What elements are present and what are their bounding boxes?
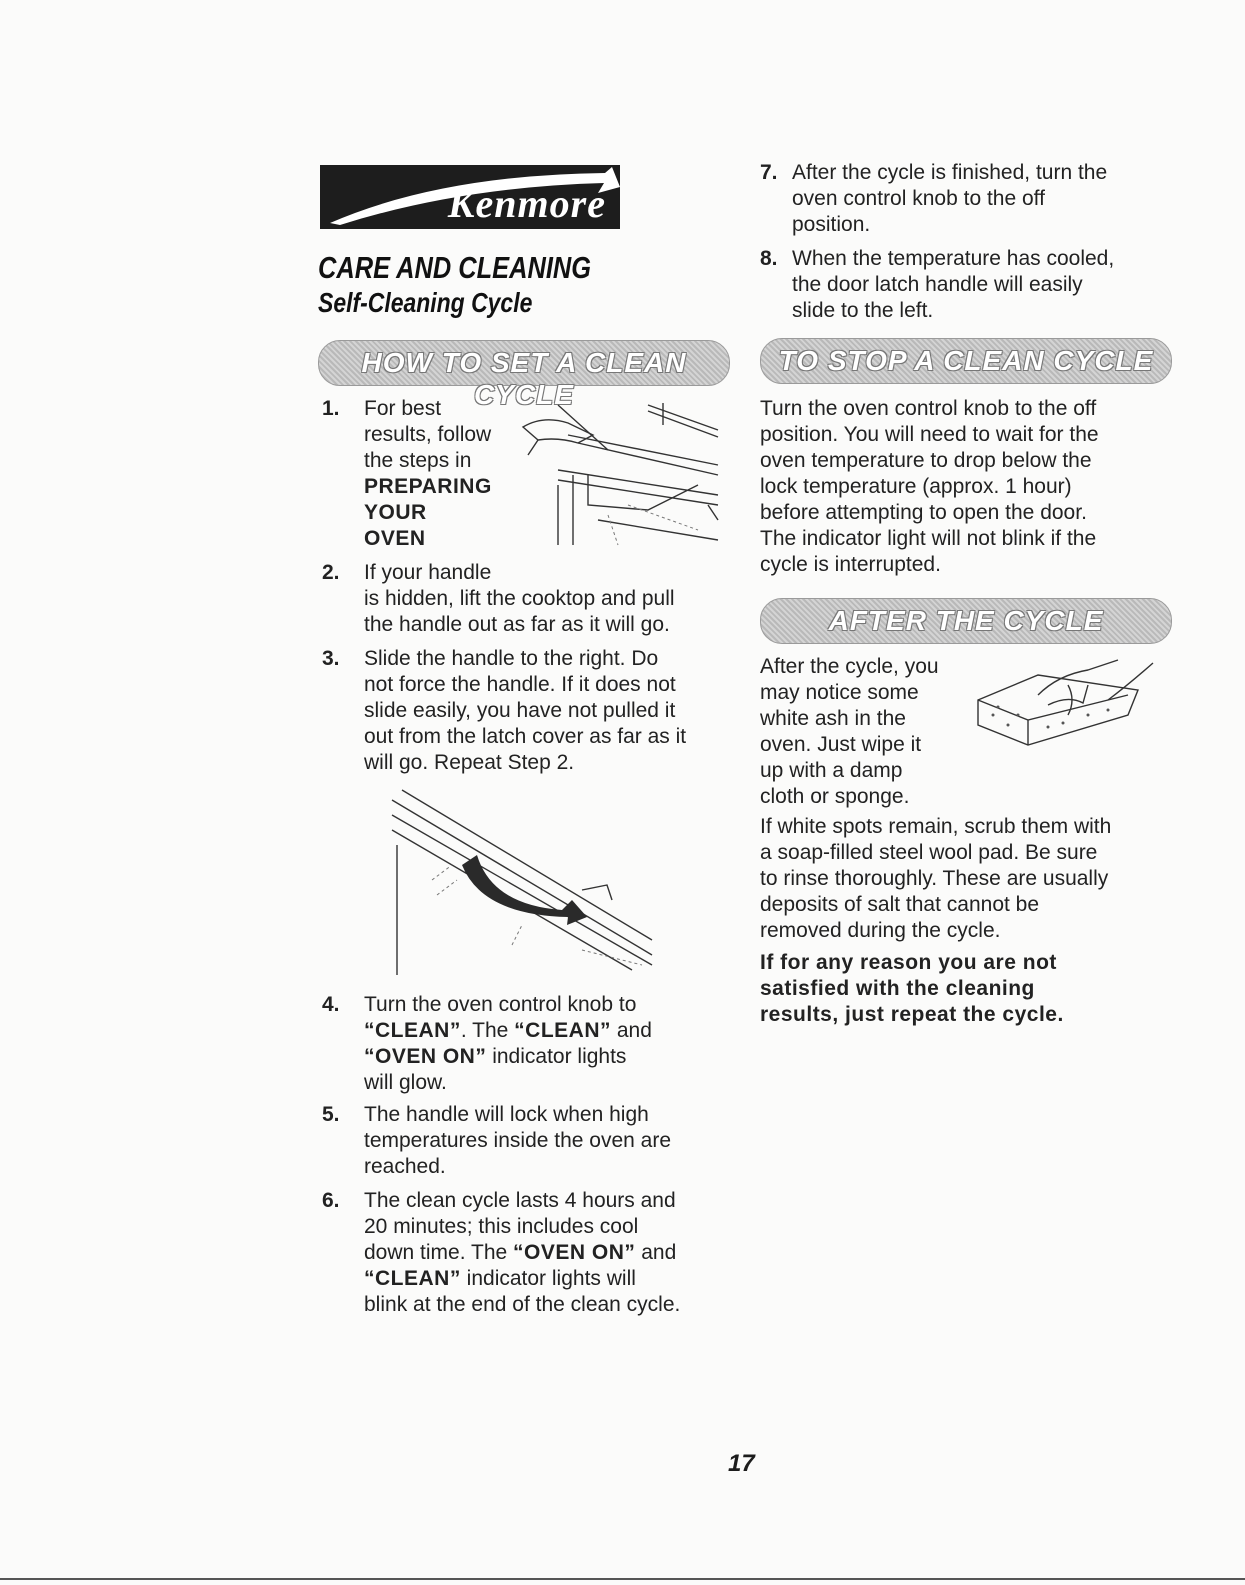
step-text: down time. The	[364, 1241, 514, 1264]
paragraph-line: to rinse thoroughly. These are usually	[760, 867, 1109, 890]
step-text: If your handle	[364, 561, 492, 584]
step-5	[322, 1102, 742, 1182]
paragraph-line: up with a damp	[760, 759, 903, 782]
white-spots-text	[760, 814, 1180, 944]
step-bold-text: “CLEAN”	[364, 1019, 461, 1042]
step-text: oven control knob to the off	[792, 187, 1045, 210]
paragraph-line: cycle is interrupted.	[760, 553, 941, 576]
banner-after-cycle	[760, 598, 1172, 644]
step-text: the handle out as far as it will go.	[364, 613, 670, 636]
paragraph-line: before attempting to open the door.	[760, 501, 1087, 524]
step-text: slide to the left.	[792, 299, 934, 322]
step-8	[760, 246, 1180, 326]
step-text: Turn the oven control knob to	[364, 993, 637, 1016]
step-text: the door latch handle will easily	[792, 273, 1083, 296]
step-text: indicator lights	[486, 1045, 627, 1068]
step-text: temperatures inside the oven are	[364, 1129, 672, 1152]
step-text: and	[635, 1241, 677, 1264]
banner-to-stop	[760, 338, 1172, 384]
step-text: 20 minutes; this includes cool	[364, 1215, 639, 1238]
paragraph-line: Turn the oven control knob to the off	[760, 397, 1097, 420]
page-number: 17	[728, 1450, 755, 1477]
banner-to-stop-label: TO STOP A CLEAN CYCLE	[778, 345, 1154, 376]
step-number: 5.	[322, 1103, 340, 1126]
bottom-rule	[0, 1578, 1245, 1580]
stop-instructions	[760, 396, 1180, 578]
step-bold-text: “CLEAN”	[364, 1267, 461, 1290]
step-text: is hidden, lift the cooktop and pull	[364, 587, 675, 610]
step-text: out from the latch cover as far as it	[364, 725, 687, 748]
kenmore-logo	[320, 165, 620, 229]
paragraph-line: white ash in the	[760, 707, 906, 730]
cooktop-lift-illustration	[498, 395, 724, 550]
step-text: the steps in	[364, 449, 472, 472]
latch-slide-illustration	[382, 785, 662, 985]
banner-how-to-set-label: HOW TO SET A CLEAN CYCLE	[361, 347, 687, 410]
step-number: 1.	[322, 397, 340, 420]
step-bold-text: OVEN	[364, 527, 426, 550]
repeat-cycle-note	[760, 950, 1190, 1028]
step-text: For best	[364, 397, 442, 420]
after-cycle-text	[760, 654, 970, 810]
step-bold-text: “OVEN ON”	[513, 1241, 636, 1264]
step-text: and	[611, 1019, 652, 1042]
step-number: 3.	[322, 647, 340, 670]
paragraph-line: lock temperature (approx. 1 hour)	[760, 475, 1072, 498]
step-text: will glow.	[364, 1071, 447, 1094]
step-text: slide easily, you have not pulled it	[364, 699, 676, 722]
page-title: CARE AND CLEANING	[318, 250, 592, 285]
step-text: will go. Repeat Step 2.	[364, 751, 575, 774]
step-text: indicator lights will	[460, 1267, 636, 1290]
paragraph-line: oven. Just wipe it	[760, 733, 922, 756]
step-text: position.	[792, 213, 871, 236]
paragraph-line: satisfied with the cleaning	[760, 977, 1035, 1000]
step-number: 8.	[760, 247, 778, 270]
step-number: 7.	[760, 161, 778, 184]
step-4	[322, 992, 742, 1102]
paragraph-line: deposits of salt that cannot be	[760, 893, 1040, 916]
paragraph-line: may notice some	[760, 681, 919, 704]
step-bold-text: “OVEN ON”	[364, 1045, 487, 1068]
step-text: The clean cycle lasts 4 hours and	[364, 1189, 676, 1212]
step-6	[322, 1188, 742, 1320]
step-bold-text: YOUR	[364, 501, 427, 524]
step-text: The handle will lock when high	[364, 1103, 649, 1126]
step-bold-text: “CLEAN”	[514, 1019, 611, 1042]
step-text: results, follow	[364, 423, 492, 446]
paragraph-line: position. You will need to wait for the	[760, 423, 1099, 446]
step-number: 4.	[322, 993, 340, 1016]
step-text: After the cycle is finished, turn the	[792, 161, 1108, 184]
logo-text: Kenmore	[447, 181, 606, 226]
paragraph-line: cloth or sponge.	[760, 785, 910, 808]
step-number: 6.	[322, 1189, 340, 1212]
paragraph-line: After the cycle, you	[760, 655, 939, 678]
step-2	[322, 560, 742, 640]
step-text: When the temperature has cooled,	[792, 247, 1115, 270]
step-3	[322, 646, 742, 778]
paragraph-line: If for any reason you are not	[760, 951, 1057, 974]
paragraph-line: a soap-filled steel wool pad. Be sure	[760, 841, 1098, 864]
paragraph-line: removed during the cycle.	[760, 919, 1001, 942]
step-text: Slide the handle to the right. Do	[364, 647, 659, 670]
step-text: blink at the end of the clean cycle.	[364, 1293, 681, 1316]
step-text: not force the handle. If it does not	[364, 673, 676, 696]
step-bold-text: PREPARING	[364, 475, 492, 498]
step-number: 2.	[322, 561, 340, 584]
step-7	[760, 160, 1180, 240]
paragraph-line: The indicator light will not blink if the	[760, 527, 1097, 550]
page-subtitle: Self-Cleaning Cycle	[318, 287, 533, 318]
step-text: . The	[460, 1019, 515, 1042]
paragraph-line: results, just repeat the cycle.	[760, 1003, 1064, 1026]
paragraph-line: oven temperature to drop below the	[760, 449, 1092, 472]
step-text: reached.	[364, 1155, 446, 1178]
paragraph-line: If white spots remain, scrub them with	[760, 815, 1112, 838]
banner-after-cycle-label: AFTER THE CYCLE	[828, 605, 1104, 636]
sponge-wipe-illustration	[968, 655, 1158, 755]
